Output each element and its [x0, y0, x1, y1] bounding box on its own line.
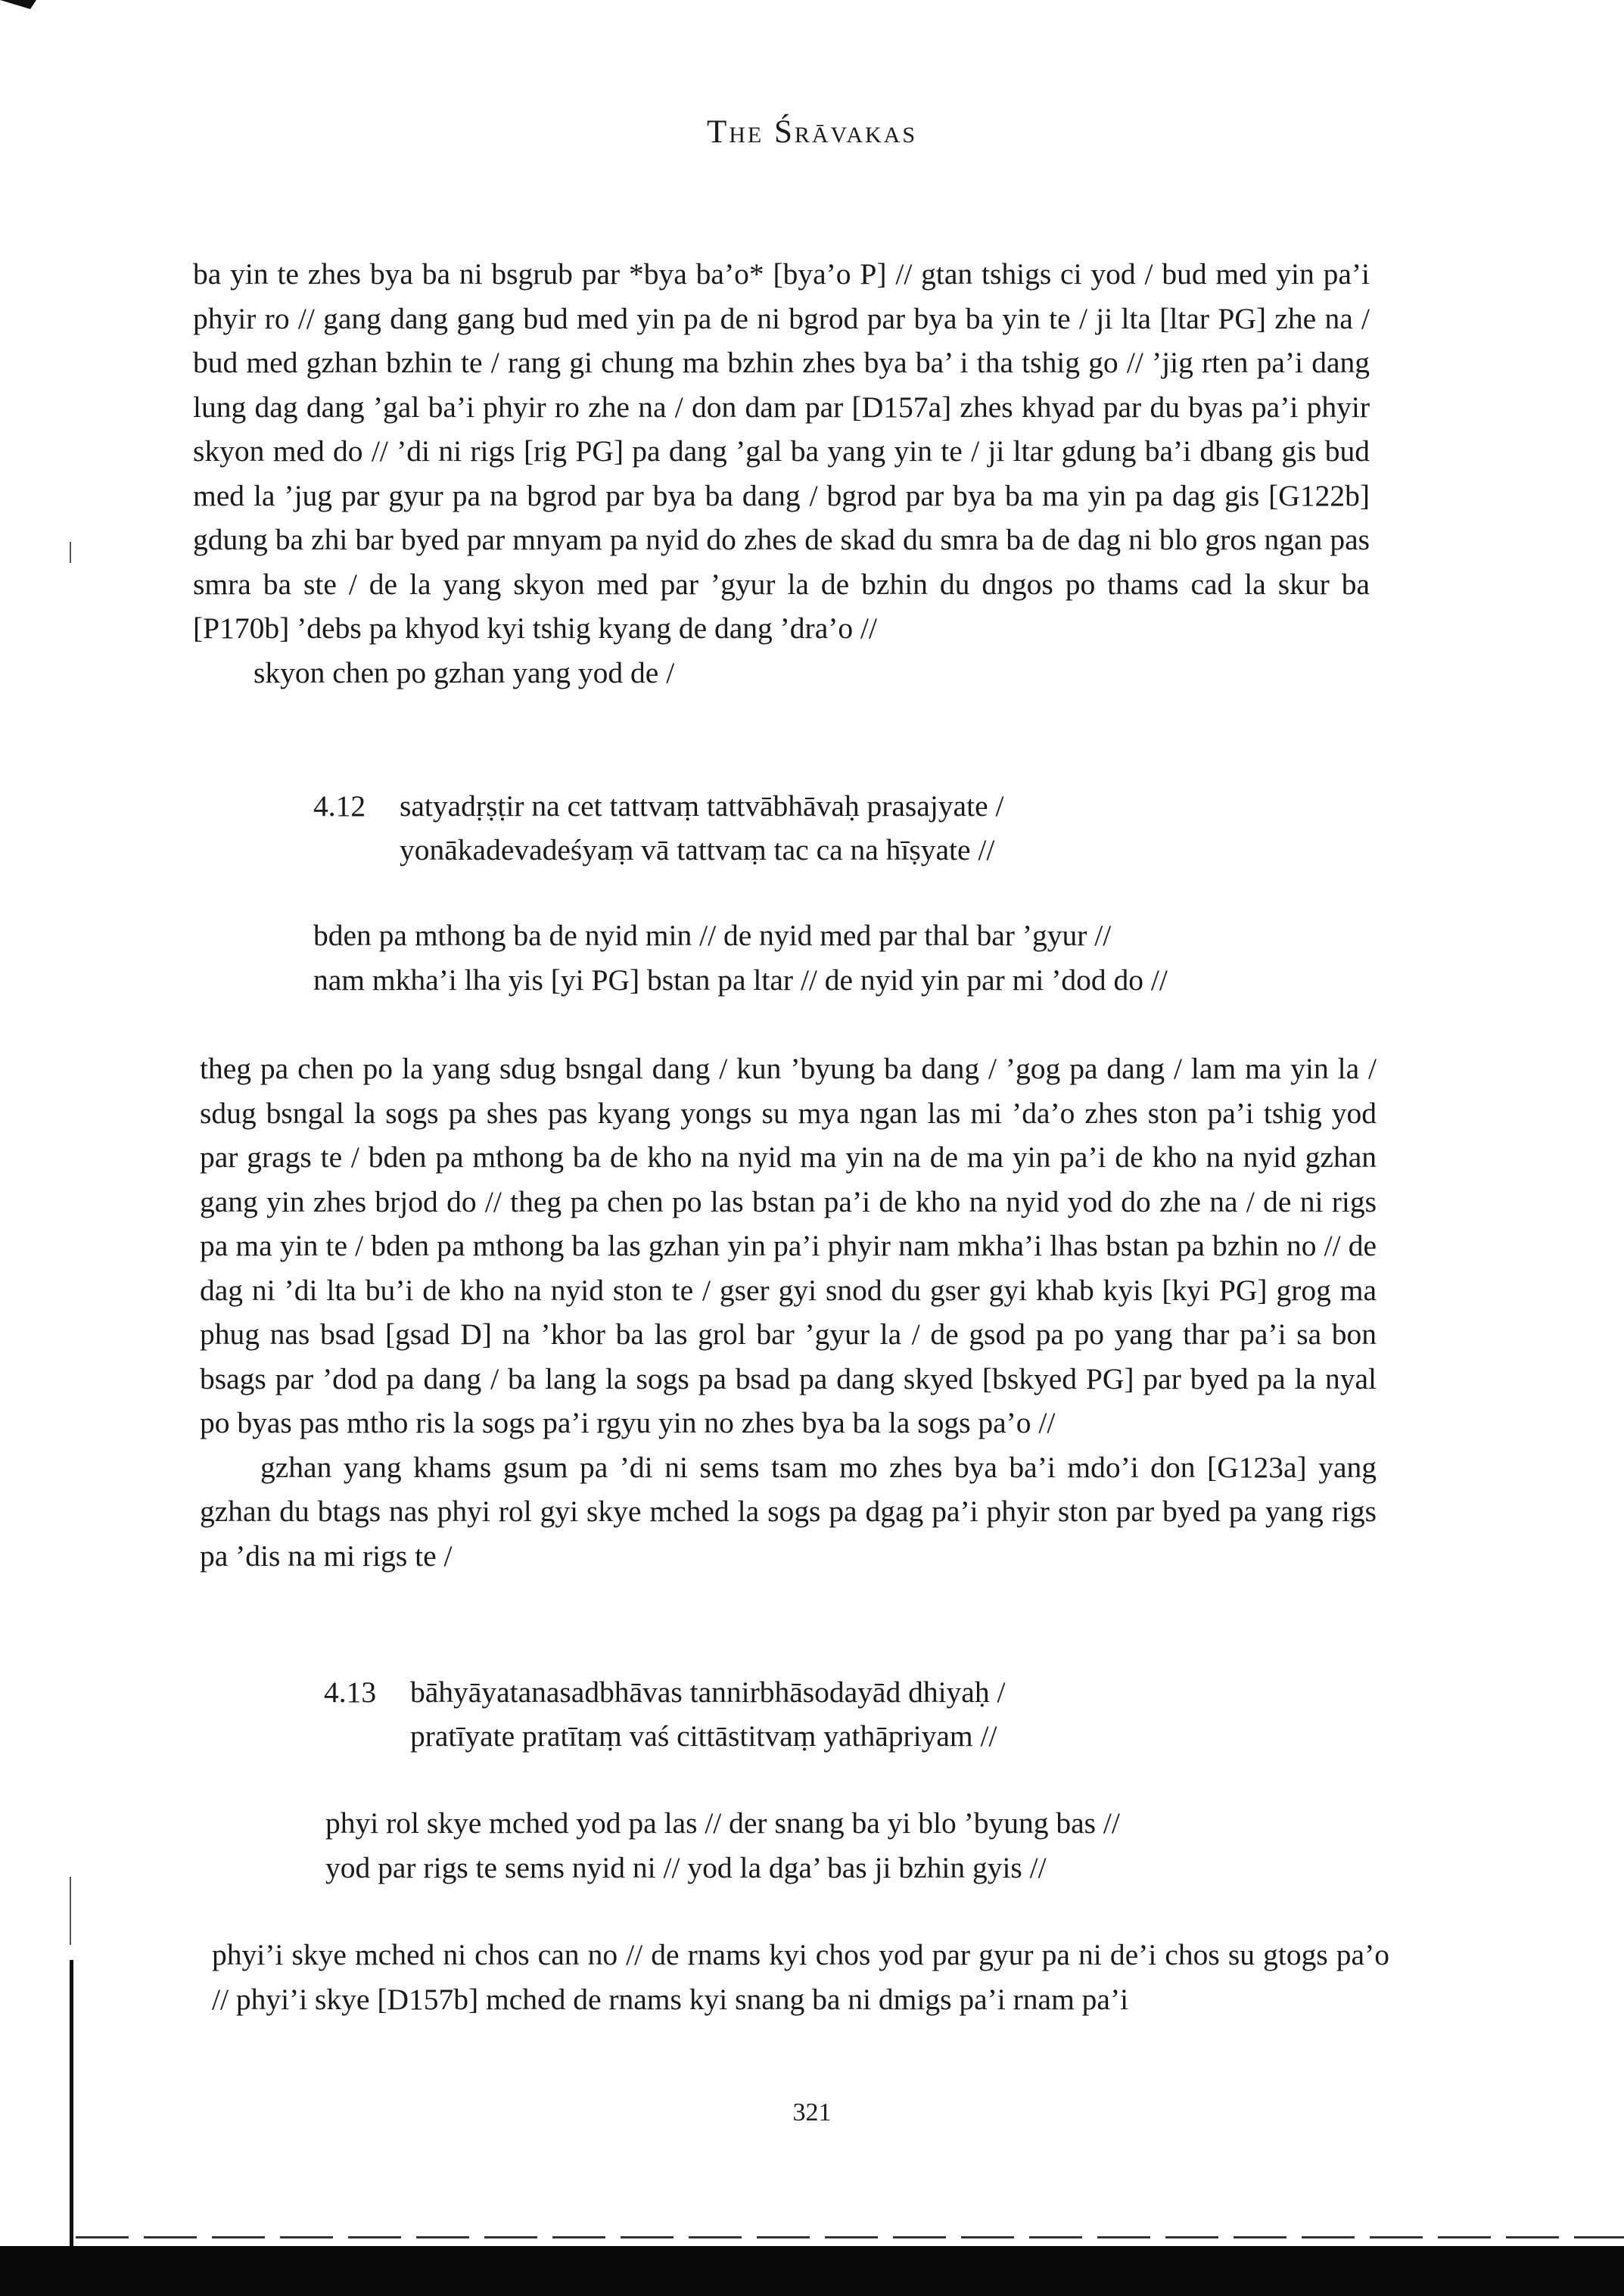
scan-bottom-dashes	[76, 2236, 1624, 2238]
running-head: The Śrāvakas	[706, 114, 918, 150]
tibetan-verse-4-12	[313, 913, 1168, 1002]
scan-edge-mark	[70, 1877, 71, 1945]
verse-line: bden pa mthong ba de nyid min // de nyid med par thal bar ’gyur //	[313, 919, 1112, 952]
verse-line: nam mkha’i lha yis [yi PG] bstan pa ltar // de nyid yin par mi ’dod do //	[313, 963, 1168, 997]
sanskrit-verse-4-13	[324, 1670, 1005, 1758]
verse-line: 4.12 satyadṛṣṭir na cet tattvaṃ tattvābhāvaḥ prasajyate /	[313, 784, 1003, 828]
scan-binding-edge	[70, 1960, 73, 2248]
scan-edge-mark	[70, 542, 71, 563]
text-block-middle	[200, 1047, 1377, 1578]
sanskrit-verse-4-12	[313, 784, 1003, 872]
verse-line: pratīyate pratītaṃ vaś cittāstitvaṃ yathāpriyam //	[410, 1719, 997, 1753]
verse-line: yonākadevadeśyaṃ vā tattvaṃ tac ca na hīṣyate //	[400, 833, 995, 866]
text-block-bottom	[212, 1933, 1389, 2021]
verse-line: 4.13 bāhyāyatanasadbhāvas tannirbhāsodayād dhiyaḥ /	[324, 1670, 1005, 1714]
verse-line: yod par rigs te sems nyid ni // yod la dga’ bas ji bzhin gyis //	[325, 1850, 1047, 1884]
paragraph: gzhan yang khams gsum pa ’di ni sems tsam mo zhes bya ba’i mdo’i don [G123a] yang gzhan du btags nas phyi rol gyi skye mched la sogs pa dgag pa’i phyir ston par byed pa yang rigs pa ’dis na mi rigs te /	[200, 1450, 1377, 1573]
verse-line: phyi rol skye mched yod pa las // der snang ba yi blo ’byung bas //	[325, 1806, 1120, 1840]
paragraph: ba yin te zhes bya ba ni bsgrub par *bya ba’o* [bya’o P] // gtan tshigs ci yod / bud med yin pa’i phyir ro // gang dang gang bud med yin pa de ni bgrod par bya ba yin te / ji lta [ltar PG] zhe na / bud med gzhan bzhin te / rang gi chung ma bzhin zhes bya ba’ i tha tshig go // ’jig rten pa’i dang lung dag dang ’gal ba’i phyir ro zhe na / don dam par [D157a] zhes khyad par du byas pa’i phyir skyon med do // ’di ni rigs [rig PG] pa dang ’gal ba yang yin te / ji ltar gdung ba’i dbang gis bud med la ’jug par gyur pa na bgrod par bya ba dang / bgrod par bya ba ma yin pa dag gis [G122b] gdung ba zhi bar byed par mnyam pa nyid do zhes de skad du smra ba de dag ni blo gros ngan pas smra ba ste / de la yang skyon med par ’gyur la de bzhin du dngos po thams cad la skur ba [P170b] ’debs pa khyod kyi tshig kyang de dang ’dra’o //	[193, 257, 1370, 645]
text-block-top	[193, 252, 1370, 695]
page-number: 321	[792, 2098, 832, 2126]
scan-bottom-border	[0, 2246, 1624, 2296]
paragraph: theg pa chen po la yang sdug bsngal dang / kun ’byung ba dang / ’gog pa dang / lam ma yin la / sdug bsngal la sogs pa shes pas kyang yongs su mya ngan las mi ’da’o zhes ston pa’i tshig yod par grags te / bden pa mthong ba de kho na nyid ma yin na de ma yin pa’i de kho na nyid gzhan gang yin zhes brjod do // theg pa chen po las bstan pa’i de kho na nyid yod do zhe na / de ni rigs pa ma yin te / bden pa mthong ba las gzhan yin pa’i phyir nam mkha’i lhas bstan pa bzhin no // de dag ni ’di lta bu’i de kho na nyid ston te / gser gyi snod du gser gyi khab kyis [kyi PG] grog ma phug nas bsad [gsad D] na ’khor ba las grol bar ’gyur la / de gsod pa po yang thar pa’i sa bon bsags par ’dod pa dang / ba lang la sogs pa bsad pa dang skyed [bskyed PG] par byed pa la nyal po byas pas mtho ris la sogs pa’i rgyu yin no zhes bya ba la sogs pa’o //	[200, 1052, 1377, 1439]
verse-number: 4.12	[313, 789, 366, 823]
verse-number: 4.13	[324, 1675, 377, 1709]
paragraph: phyi’i skye mched ni chos can no // de rnams kyi chos yod par gyur pa ni de’i chos su gtogs pa’o // phyi’i skye [D157b] mched de rnams kyi snang ba ni dmigs pa’i rnam pa’i	[212, 1938, 1389, 2016]
paragraph: skyon chen po gzhan yang yod de /	[254, 655, 675, 689]
scan-corner-mark	[0, 0, 45, 15]
tibetan-verse-4-13	[325, 1801, 1120, 1890]
